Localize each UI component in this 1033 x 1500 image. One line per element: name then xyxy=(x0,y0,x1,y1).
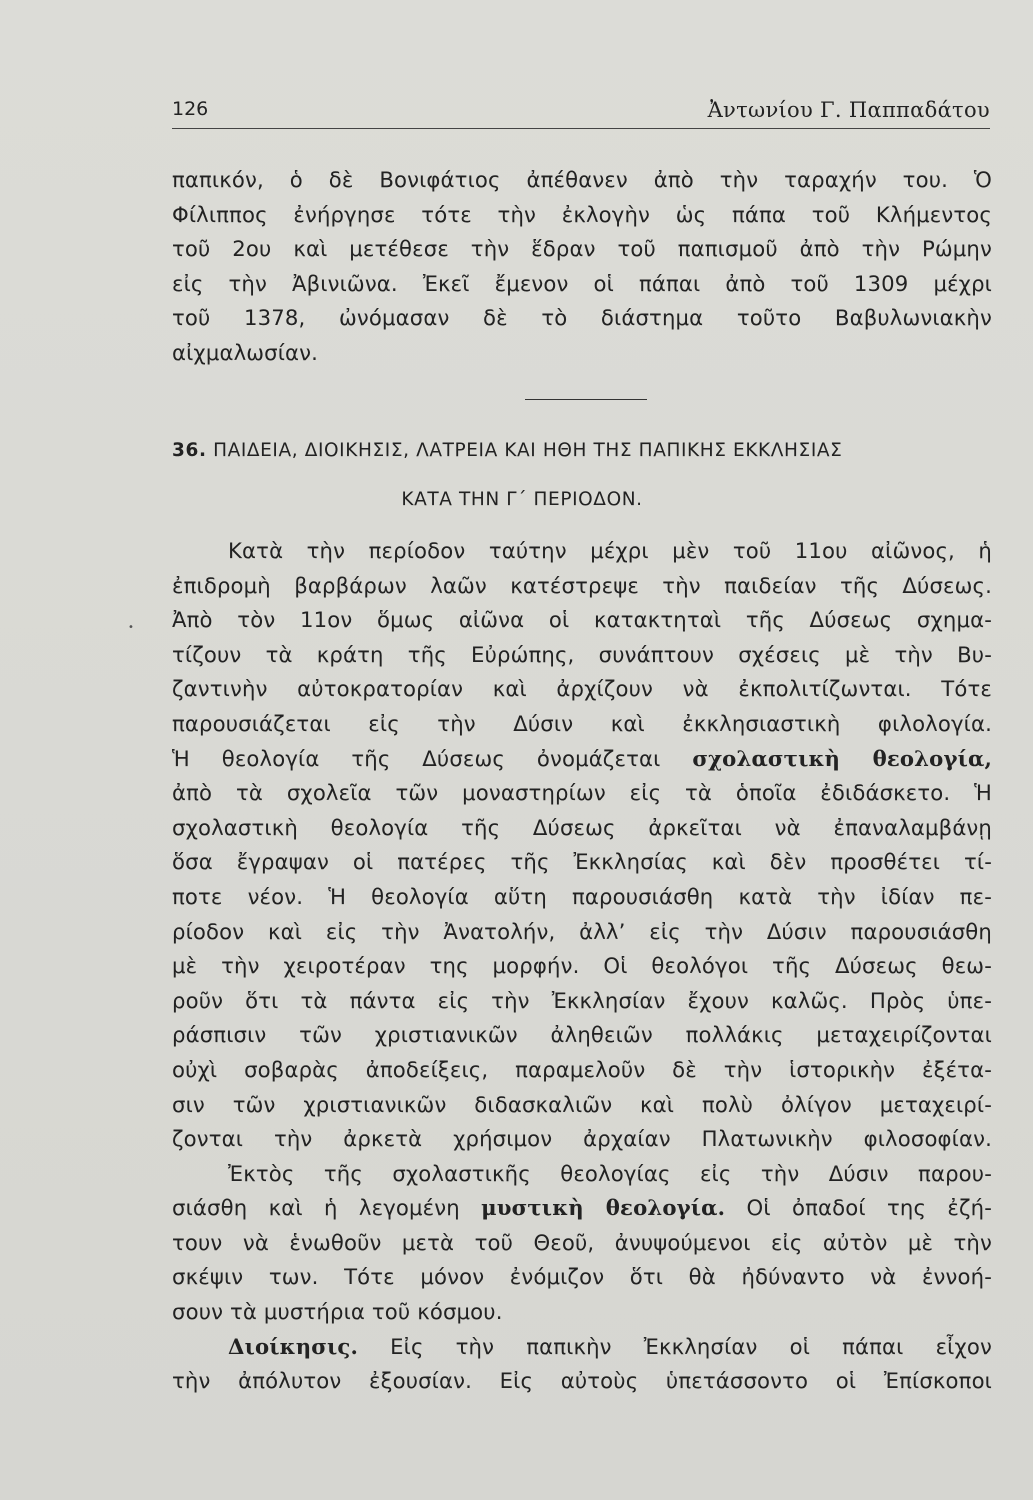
text-span: Οἱ ὀπαδοί της ἐζή- xyxy=(746,1195,993,1221)
section-divider xyxy=(525,399,647,400)
text-span: Εἰς τὴν παπικὴν Ἐκκλησίαν οἱ πάπαι εἶχον xyxy=(390,1333,992,1359)
bold-term: Διοίκησις. xyxy=(228,1333,359,1359)
section-heading-line-2 xyxy=(172,489,872,510)
text-line: αἰχμαλωσίαν. xyxy=(172,339,319,365)
section-number: 36. xyxy=(172,440,207,461)
text-line: ποτε νέον. Ἡ θεολογία αὕτη παρουσιάσθη κατὰ τὴν ἰδίαν πε- xyxy=(172,883,992,909)
intro-paragraph xyxy=(172,163,992,371)
text-line: τοῦ 2ου καὶ μετέθεσε τὴν ἕδραν τοῦ παπισμοῦ ἀπὸ τὴν Ρώμην xyxy=(172,236,992,262)
text-line: παπικόν, ὁ δὲ Βονιφάτιος ἀπέθανεν ἀπὸ τὴν ταραχήν του. Ὁ xyxy=(172,167,992,192)
text-line: ράσπισιν τῶν χριστιανικῶν ἀληθειῶν πολλάκις μεταχειρίζονται xyxy=(172,1022,992,1048)
text-line: ζονται τὴν ἀρκετὰ χρήσιμον ἀρχαίαν Πλατωνικὴν φιλοσοφίαν. xyxy=(172,1126,992,1152)
text-line: ζαντινὴν αὐτοκρατορίαν καὶ ἀρχίζουν νὰ ἐκπολιτίζωνται. Τότε xyxy=(172,676,992,702)
bold-term: σχολαστικὴ θεολογία, xyxy=(692,745,992,771)
text-line: μὲ τὴν χειροτέραν της μορφήν. Οἱ θεολόγοι τῆς Δύσεως θεω- xyxy=(172,953,992,979)
text-line: Ἐκτὸς τῆς σχολαστικῆς θεολογίας εἰς τὴν Δύσιν παρου- xyxy=(228,1160,992,1186)
text-line: τίζουν τὰ κράτη τῆς Εὐρώπης, συνάπτουν σχέσεις μὲ τὴν Βυ- xyxy=(172,641,992,667)
text-line: τουν νὰ ἑνωθοῦν μετὰ τοῦ Θεοῦ, ἀνυψούμενοι εἰς αὐτὸν μὲ τὴν xyxy=(172,1229,992,1255)
text-line xyxy=(172,1191,992,1226)
text-line: σκέψιν των. Τότε μόνον ἐνόμιζον ὅτι θὰ ἠδύναντο νὰ ἐννοή- xyxy=(172,1264,992,1290)
text-span: Ἡ θεολογία τῆς Δύσεως ὀνομάζεται xyxy=(172,745,661,771)
bold-term: μυστικὴ θεολογία. xyxy=(481,1195,726,1221)
section-heading xyxy=(172,440,992,461)
text-line: ροῦν ὅτι τὰ πάντα εἰς τὴν Ἐκκλησίαν ἔχουν καλῶς. Πρὸς ὑπε- xyxy=(172,987,992,1013)
text-line: οὐχὶ σοβαρὰς ἀποδείξεις, παραμελοῦν δὲ τὴν ἱστορικὴν ἐξέτα- xyxy=(172,1056,992,1082)
text-line: σχολαστικὴ θεολογία τῆς Δύσεως ἀρκεῖται νὰ ἐπαναλαμβάνῃ xyxy=(172,814,992,840)
text-line: τὴν ἀπόλυτον ἐξουσίαν. Εἰς αὐτοὺς ὑπετάσσοντο οἱ Ἐπίσκοποι xyxy=(172,1368,992,1394)
text-line: ρίοδον καὶ εἰς τὴν Ἀνατολήν, ἀλλ’ εἰς τὴν Δύσιν παρουσιάσθη xyxy=(172,918,992,944)
text-line: σιν τῶν χριστιανικῶν διδασκαλιῶν καὶ πολὺ ὀλίγον μεταχειρί- xyxy=(172,1091,992,1117)
text-line: Κατὰ τὴν περίοδον ταύτην μέχρι μὲν τοῦ 11ου αἰῶνος, ἡ xyxy=(228,538,992,563)
section-title-line-2: ΚΑΤΑ ΤΗΝ Γ΄ ΠΕΡΙΟΔΟΝ. xyxy=(401,489,643,510)
text-line: ἐπιδρομὴ βαρβάρων λαῶν κατέστρεψε τὴν παιδείαν τῆς Δύσεως. xyxy=(172,572,992,598)
text-span: σιάσθη καὶ ἡ λεγομένη xyxy=(172,1195,460,1221)
text-line: τοῦ 1378, ὠνόμασαν δὲ τὸ διάστημα τοῦτο Βαβυλωνιακὴν xyxy=(172,305,992,331)
text-line: σουν τὰ μυστήρια τοῦ κόσμου. xyxy=(172,1299,503,1325)
margin-mark: • xyxy=(128,622,134,633)
section-title-line-1: ΠΑΙΔΕΙΑ, ΔΙΟΙΚΗΣΙΣ, ΛΑΤΡΕΙΑ ΚΑΙ ΗΘΗ ΤΗΣ ΠΑΠΙΚΗΣ ΕΚΚΛΗΣΙΑΣ xyxy=(213,440,843,461)
text-line: Ἀπὸ τὸν 11ον ὅμως αἰῶνα οἱ κατακτηταὶ τῆς Δύσεως σχημα- xyxy=(172,607,992,633)
text-line: ἀπὸ τὰ σχολεῖα τῶν μοναστηρίων εἰς τὰ ὁποῖα ἐδιδάσκετο. Ἡ xyxy=(172,780,992,806)
text-line xyxy=(172,1330,992,1365)
page-number: 126 xyxy=(172,98,209,120)
text-line: παρουσιάζεται εἰς τὴν Δύσιν καὶ ἐκκλησιαστικὴ φιλολογία. xyxy=(172,710,992,736)
page-header xyxy=(172,96,990,129)
body-text xyxy=(172,534,992,1399)
text-line: εἰς τὴν Ἀβινιῶνα. Ἐκεῖ ἔμενον οἱ πάπαι ἀπὸ τοῦ 1309 μέχρι xyxy=(172,270,992,296)
text-line: Φίλιππος ἐνήργησε τότε τὴν ἐκλογὴν ὡς πάπα τοῦ Κλήμεντος xyxy=(172,201,992,227)
running-head: Ἀντωνίου Γ. Παππαδάτου xyxy=(707,98,990,122)
text-line: ὅσα ἔγραψαν οἱ πατέρες τῆς Ἐκκλησίας καὶ δὲν προσθέτει τί- xyxy=(172,849,992,875)
text-line xyxy=(172,742,992,777)
